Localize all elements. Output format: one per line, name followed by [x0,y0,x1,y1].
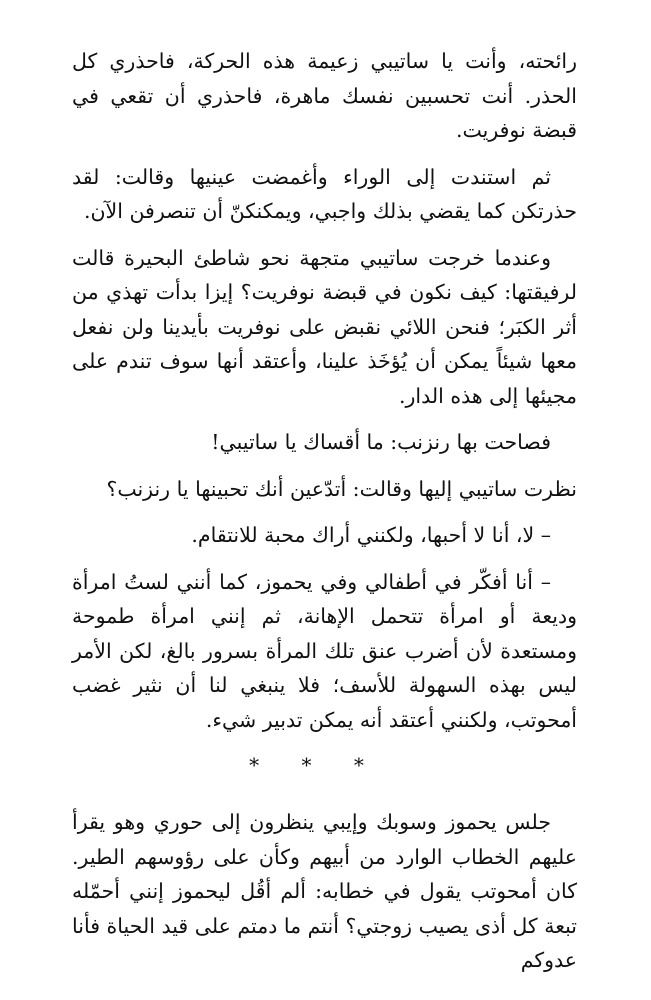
paragraph-2: ثم استندت إلى الوراء وأغمضت عينيها وقالت: لقد حذرتكن كما يقضي بذلك واجبي، ويمكنكنّ أن تنصرفن الآن. [72,164,577,223]
paragraph-5: نظرت ساتيبي إليها وقالت: أتدّعين أنك تحبينها يا رنزنب؟ [106,476,577,501]
paragraph-6: – لا، أنا لا أحبها، ولكنني أراك محبة للانتقام. [191,523,551,547]
section-separator: * * * [249,753,382,777]
paragraph-4: فصاحت بها رنزنب: ما أقساك يا ساتيبي! [211,430,551,454]
paragraph-after-separator: جلس يحموز وسوبك وإيبي ينظرون إلى حوري وهو يقرأ عليهم الخطاب الوارد من أبيهم وكأن على رؤوسهم الطير. كان أمحوتب يقول في خطابه: ألم أقُل ليحموز إنني أحمّله تبعة كل أذى يصيب زوجتي؟ أنتم ما دمتم على قيد الحياة فأنا عدوكم [72,810,577,972]
paragraph-7: – أنا أفكّر في أطفالي وفي يحموز، كما أنني لستُ امرأة وديعة أو امرأة تتحمل الإهانة، ثم إنني امرأة طموحة ومستعدة لأن أضرب عنق تلك المرأة بسرور بالغ، لكن الأمر ليس بهذه السهولة للأسف؛ فلا ينبغي لنا أن نثير غضب أمحوتب، ولكنني أعتقد أنه يمكن تدبير شيء. [72,569,577,732]
paragraph-1: رائحته، وأنت يا ساتيبي زعيمة هذه الحركة، فاحذري كل الحذر. أنت تحسبين نفسك ماهرة، فاحذري أن تقعي في قبضة نوفريت. [72,49,577,142]
paragraph-3: وعندما خرجت ساتيبي متجهة نحو شاطئ البحيرة قالت لرفيقتها: كيف نكون في قبضة نوفريت؟ إيزا بدأت تهذي من أثر الكبَر؛ فنحن اللائي نقبض على نوفريت بأيدينا ولن نفعل معها شيئاً يمكن أن يُؤخَذ علينا، وأعتقد أنها سوف تندم على مجيئها إلى هذه الدار. [72,245,577,408]
